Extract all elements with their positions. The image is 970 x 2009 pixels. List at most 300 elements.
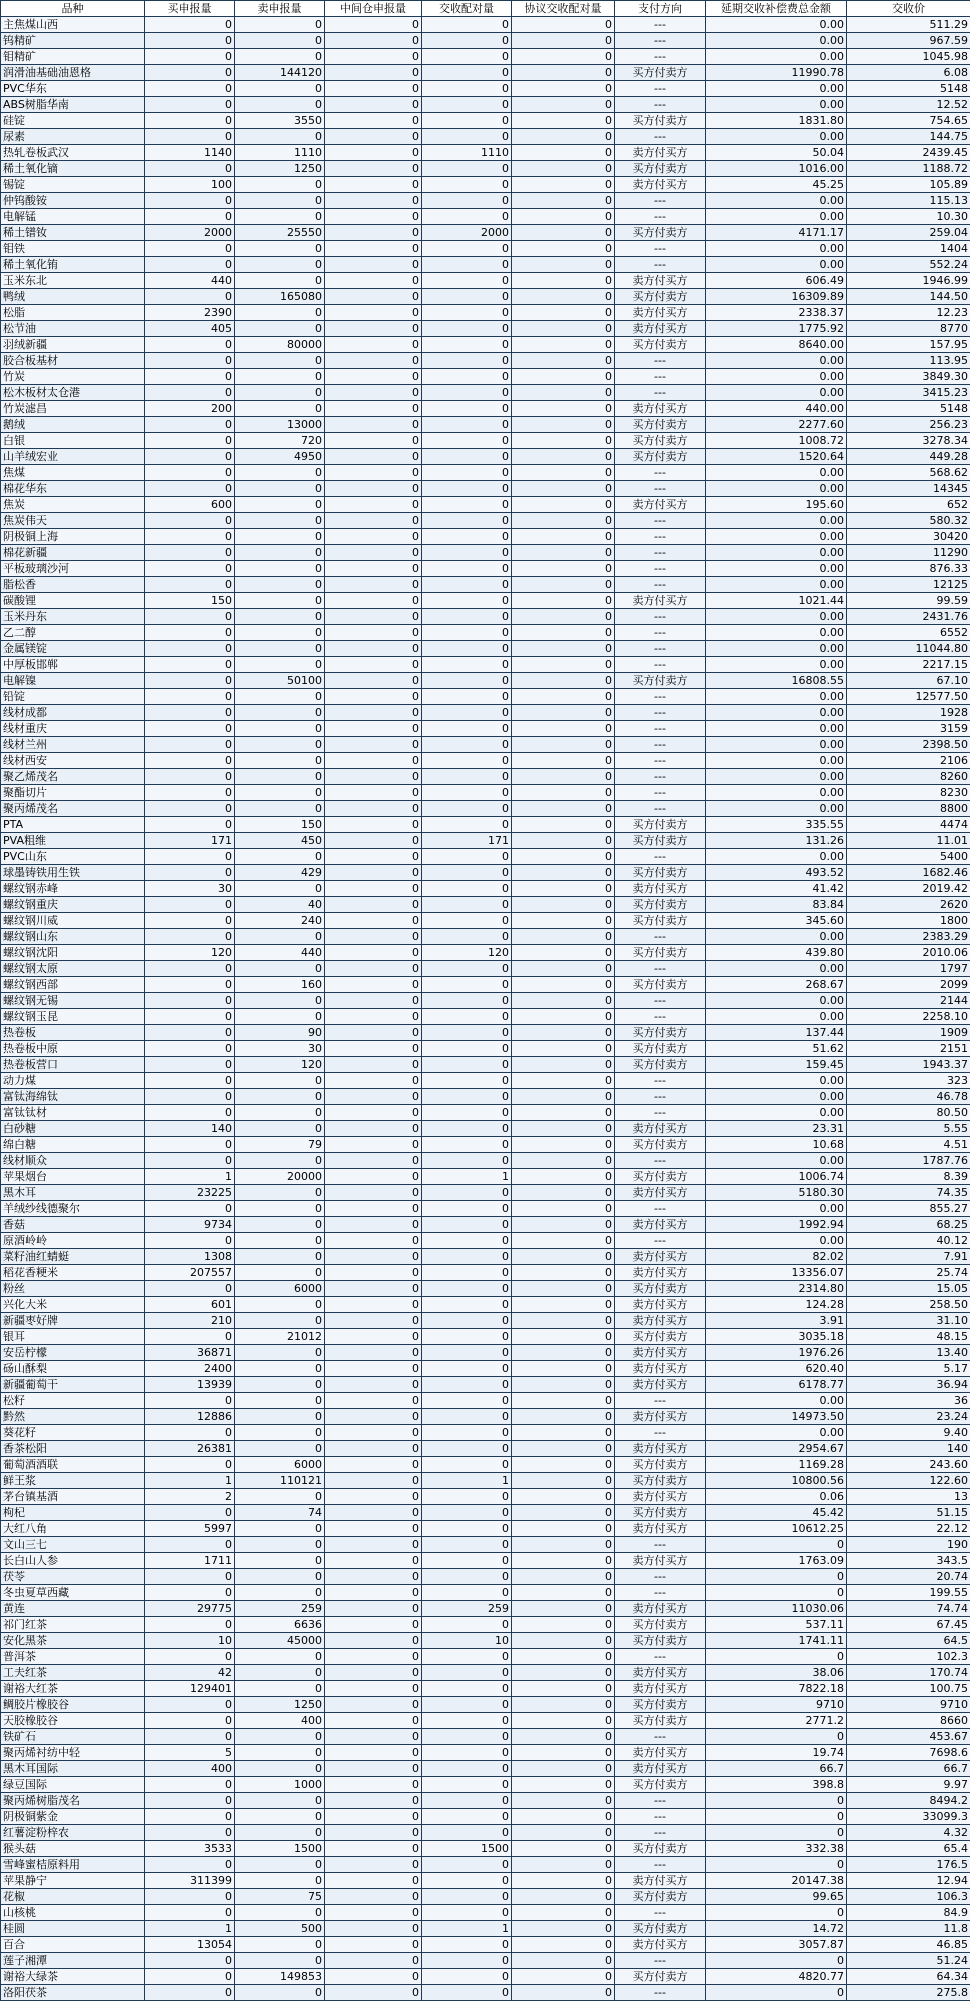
payment-direction-cell: 买方付卖方 <box>615 1473 706 1489</box>
delivery-price-cell: 23.24 <box>847 1409 970 1425</box>
buy-declared-cell: 0 <box>145 785 235 801</box>
sell-declared-cell: 0 <box>235 1905 325 1921</box>
variety-cell: 祁门红茶 <box>1 1617 145 1633</box>
variety-cell: 稻花香粳米 <box>1 1265 145 1281</box>
intermediate-declared-cell: 0 <box>325 1761 422 1777</box>
delivery-price-cell: 2398.50 <box>847 737 970 753</box>
agreement-matched-cell: 0 <box>512 689 615 705</box>
variety-cell: 电解镍 <box>1 673 145 689</box>
buy-declared-cell: 13939 <box>145 1377 235 1393</box>
delivery-matched-cell: 0 <box>422 1953 512 1969</box>
variety-cell: 螺纹钢无锡 <box>1 993 145 1009</box>
buy-declared-cell: 0 <box>145 49 235 65</box>
table-row <box>1 1217 970 1233</box>
delivery-matched-cell: 0 <box>422 1905 512 1921</box>
deferred-compensation-cell: 0.00 <box>706 1393 847 1409</box>
agreement-matched-cell: 0 <box>512 161 615 177</box>
payment-direction-cell: --- <box>615 801 706 817</box>
payment-direction-cell: 买方付卖方 <box>615 865 706 881</box>
sell-declared-cell: 0 <box>235 1857 325 1873</box>
delivery-price-cell: 11.8 <box>847 1921 970 1937</box>
sell-declared-cell: 0 <box>235 33 325 49</box>
table-row <box>1 817 970 833</box>
delivery-price-cell: 1943.37 <box>847 1057 970 1073</box>
agreement-matched-cell: 0 <box>512 961 615 977</box>
delivery-price-cell: 36.94 <box>847 1377 970 1393</box>
payment-direction-cell: 买方付卖方 <box>615 337 706 353</box>
intermediate-declared-cell: 0 <box>325 737 422 753</box>
delivery-price-cell: 144.50 <box>847 289 970 305</box>
delivery-price-cell: 323 <box>847 1073 970 1089</box>
agreement-matched-cell: 0 <box>512 1137 615 1153</box>
table-row <box>1 289 970 305</box>
variety-cell: 鸭绒 <box>1 289 145 305</box>
payment-direction-cell: --- <box>615 193 706 209</box>
sell-declared-cell: 0 <box>235 1985 325 2001</box>
table-row <box>1 1409 970 1425</box>
buy-declared-cell: 311399 <box>145 1873 235 1889</box>
agreement-matched-cell: 0 <box>512 1905 615 1921</box>
payment-direction-cell: --- <box>615 1425 706 1441</box>
variety-cell: 热轧卷板武汉 <box>1 145 145 161</box>
variety-cell: 螺纹钢山东 <box>1 929 145 945</box>
buy-declared-cell: 0 <box>145 625 235 641</box>
variety-cell: 山羊绒宏业 <box>1 449 145 465</box>
deferred-compensation-cell: 0.00 <box>706 1153 847 1169</box>
intermediate-declared-cell: 0 <box>325 673 422 689</box>
variety-cell: 原酒岭岭 <box>1 1233 145 1249</box>
delivery-price-cell: 1797 <box>847 961 970 977</box>
buy-declared-cell: 0 <box>145 209 235 225</box>
deferred-compensation-cell: 493.52 <box>706 865 847 881</box>
buy-declared-cell: 2400 <box>145 1361 235 1377</box>
buy-declared-cell: 601 <box>145 1297 235 1313</box>
deferred-compensation-cell: 0.00 <box>706 545 847 561</box>
payment-direction-cell: --- <box>615 1985 706 2001</box>
deferred-compensation-cell: 0.00 <box>706 209 847 225</box>
sell-declared-cell: 0 <box>235 1105 325 1121</box>
sell-declared-cell: 0 <box>235 593 325 609</box>
payment-direction-cell: 卖方付买方 <box>615 401 706 417</box>
variety-cell: 阴极铜紫金 <box>1 1809 145 1825</box>
payment-direction-cell: 卖方付买方 <box>615 1873 706 1889</box>
delivery-matched-cell: 171 <box>422 833 512 849</box>
deferred-compensation-cell: 0.00 <box>706 193 847 209</box>
agreement-matched-cell: 0 <box>512 241 615 257</box>
sell-declared-cell: 0 <box>235 737 325 753</box>
delivery-matched-cell: 0 <box>422 1041 512 1057</box>
buy-declared-cell: 0 <box>145 545 235 561</box>
deferred-compensation-cell: 0.00 <box>706 529 847 545</box>
delivery-matched-cell: 0 <box>422 705 512 721</box>
sell-declared-cell: 0 <box>235 625 325 641</box>
deferred-compensation-cell: 0 <box>706 1537 847 1553</box>
payment-direction-cell: 卖方付买方 <box>615 1681 706 1697</box>
buy-declared-cell: 0 <box>145 1153 235 1169</box>
buy-declared-cell: 0 <box>145 81 235 97</box>
deferred-compensation-cell: 38.06 <box>706 1665 847 1681</box>
deferred-compensation-cell: 3035.18 <box>706 1329 847 1345</box>
sell-declared-cell: 0 <box>235 1313 325 1329</box>
deferred-compensation-cell: 440.00 <box>706 401 847 417</box>
table-row <box>1 1041 970 1057</box>
delivery-price-cell: 4.32 <box>847 1825 970 1841</box>
intermediate-declared-cell: 0 <box>325 689 422 705</box>
table-row <box>1 1329 970 1345</box>
intermediate-declared-cell: 0 <box>325 705 422 721</box>
intermediate-declared-cell: 0 <box>325 1009 422 1025</box>
variety-cell: 葵花籽 <box>1 1425 145 1441</box>
sell-declared-cell: 144120 <box>235 65 325 81</box>
buy-declared-cell: 0 <box>145 657 235 673</box>
intermediate-declared-cell: 0 <box>325 1585 422 1601</box>
sell-declared-cell: 0 <box>235 305 325 321</box>
variety-cell: 润滑油基础油恩格 <box>1 65 145 81</box>
deferred-compensation-cell: 0.00 <box>706 689 847 705</box>
payment-direction-cell: --- <box>615 1825 706 1841</box>
payment-direction-cell: 卖方付买方 <box>615 1553 706 1569</box>
intermediate-declared-cell: 0 <box>325 1537 422 1553</box>
delivery-matched-cell: 0 <box>422 257 512 273</box>
agreement-matched-cell: 0 <box>512 145 615 161</box>
buy-declared-cell: 0 <box>145 577 235 593</box>
payment-direction-cell: 买方付卖方 <box>615 1329 706 1345</box>
sell-declared-cell: 0 <box>235 1185 325 1201</box>
buy-declared-cell: 405 <box>145 321 235 337</box>
deferred-compensation-cell: 3057.87 <box>706 1937 847 1953</box>
table-row <box>1 785 970 801</box>
intermediate-declared-cell: 0 <box>325 945 422 961</box>
delivery-matched-cell: 0 <box>422 1761 512 1777</box>
buy-declared-cell: 171 <box>145 833 235 849</box>
deferred-compensation-cell: 1008.72 <box>706 433 847 449</box>
buy-declared-cell: 0 <box>145 1809 235 1825</box>
variety-cell: 棉花新疆 <box>1 545 145 561</box>
buy-declared-cell: 0 <box>145 849 235 865</box>
intermediate-declared-cell: 0 <box>325 977 422 993</box>
sell-declared-cell: 0 <box>235 1361 325 1377</box>
payment-direction-cell: 卖方付买方 <box>615 881 706 897</box>
sell-declared-cell: 400 <box>235 1713 325 1729</box>
sell-declared-cell: 0 <box>235 609 325 625</box>
agreement-matched-cell: 0 <box>512 1553 615 1569</box>
intermediate-declared-cell: 0 <box>325 913 422 929</box>
delivery-matched-cell: 0 <box>422 961 512 977</box>
table-row <box>1 705 970 721</box>
variety-cell: 螺纹钢西部 <box>1 977 145 993</box>
table-row <box>1 1889 970 1905</box>
agreement-matched-cell: 0 <box>512 1617 615 1633</box>
variety-cell: 鹅绒 <box>1 417 145 433</box>
intermediate-declared-cell: 0 <box>325 1041 422 1057</box>
delivery-matched-cell: 0 <box>422 1617 512 1633</box>
delivery-matched-cell: 0 <box>422 1217 512 1233</box>
agreement-matched-cell: 0 <box>512 1969 615 1985</box>
delivery-price-cell: 80.50 <box>847 1105 970 1121</box>
variety-cell: 兴化大米 <box>1 1297 145 1313</box>
deferred-compensation-cell: 1831.80 <box>706 113 847 129</box>
delivery-matched-cell: 0 <box>422 785 512 801</box>
intermediate-declared-cell: 0 <box>325 401 422 417</box>
payment-direction-cell: 卖方付买方 <box>615 1217 706 1233</box>
intermediate-declared-cell: 0 <box>325 337 422 353</box>
sell-declared-cell: 0 <box>235 1873 325 1889</box>
deferred-compensation-cell: 0.00 <box>706 641 847 657</box>
table-row <box>1 513 970 529</box>
sell-declared-cell: 450 <box>235 833 325 849</box>
buy-declared-cell: 13054 <box>145 1937 235 1953</box>
table-row <box>1 369 970 385</box>
sell-declared-cell: 3550 <box>235 113 325 129</box>
delivery-price-cell: 8260 <box>847 769 970 785</box>
variety-cell: 线材西安 <box>1 753 145 769</box>
agreement-matched-cell: 0 <box>512 529 615 545</box>
agreement-matched-cell: 0 <box>512 417 615 433</box>
buy-declared-cell: 0 <box>145 737 235 753</box>
deferred-compensation-cell: 0.00 <box>706 33 847 49</box>
delivery-price-cell: 243.60 <box>847 1457 970 1473</box>
agreement-matched-cell: 0 <box>512 913 615 929</box>
buy-declared-cell: 0 <box>145 433 235 449</box>
intermediate-declared-cell: 0 <box>325 769 422 785</box>
table-row <box>1 1313 970 1329</box>
intermediate-declared-cell: 0 <box>325 225 422 241</box>
agreement-matched-cell: 0 <box>512 1393 615 1409</box>
delivery-price-cell: 11.01 <box>847 833 970 849</box>
delivery-matched-cell: 0 <box>422 817 512 833</box>
delivery-price-cell: 176.5 <box>847 1857 970 1873</box>
deferred-compensation-cell: 4171.17 <box>706 225 847 241</box>
agreement-matched-cell: 0 <box>512 1169 615 1185</box>
intermediate-declared-cell: 0 <box>325 17 422 33</box>
delivery-matched-cell: 0 <box>422 1745 512 1761</box>
intermediate-declared-cell: 0 <box>325 1601 422 1617</box>
variety-cell: 球墨铸铁用生铁 <box>1 865 145 881</box>
intermediate-declared-cell: 0 <box>325 1681 422 1697</box>
sell-declared-cell: 0 <box>235 545 325 561</box>
deferred-compensation-cell: 0.00 <box>706 257 847 273</box>
intermediate-declared-cell: 0 <box>325 657 422 673</box>
table-row <box>1 1585 970 1601</box>
deferred-compensation-cell: 0 <box>706 1585 847 1601</box>
intermediate-declared-cell: 0 <box>325 817 422 833</box>
agreement-matched-cell: 0 <box>512 49 615 65</box>
intermediate-declared-cell: 0 <box>325 1457 422 1473</box>
deferred-compensation-cell: 10.68 <box>706 1137 847 1153</box>
agreement-matched-cell: 0 <box>512 465 615 481</box>
sell-declared-cell: 0 <box>235 1441 325 1457</box>
deferred-compensation-cell: 0.00 <box>706 1425 847 1441</box>
variety-cell: 稀土镨钕 <box>1 225 145 241</box>
delivery-matched-cell: 0 <box>422 1105 512 1121</box>
sell-declared-cell: 0 <box>235 1489 325 1505</box>
agreement-matched-cell: 0 <box>512 673 615 689</box>
sell-declared-cell: 0 <box>235 257 325 273</box>
deferred-compensation-cell: 1741.11 <box>706 1633 847 1649</box>
intermediate-declared-cell: 0 <box>325 1153 422 1169</box>
table-row <box>1 657 970 673</box>
sell-declared-cell: 21012 <box>235 1329 325 1345</box>
agreement-matched-cell: 0 <box>512 641 615 657</box>
delivery-price-cell: 3849.30 <box>847 369 970 385</box>
intermediate-declared-cell: 0 <box>325 1841 422 1857</box>
buy-declared-cell: 150 <box>145 593 235 609</box>
table-row <box>1 1249 970 1265</box>
sell-declared-cell: 0 <box>235 769 325 785</box>
intermediate-declared-cell: 0 <box>325 193 422 209</box>
delivery-matched-cell: 0 <box>422 609 512 625</box>
deferred-compensation-cell: 620.40 <box>706 1361 847 1377</box>
intermediate-declared-cell: 0 <box>325 1169 422 1185</box>
delivery-matched-cell: 0 <box>422 1393 512 1409</box>
deferred-compensation-cell: 20147.38 <box>706 1873 847 1889</box>
variety-cell: 富钛海绵钛 <box>1 1089 145 1105</box>
sell-declared-cell: 4950 <box>235 449 325 465</box>
delivery-matched-cell: 0 <box>422 721 512 737</box>
delivery-matched-cell: 0 <box>422 1681 512 1697</box>
sell-declared-cell: 0 <box>235 97 325 113</box>
delivery-matched-cell: 0 <box>422 1425 512 1441</box>
intermediate-declared-cell: 0 <box>325 1249 422 1265</box>
deferred-compensation-cell: 332.38 <box>706 1841 847 1857</box>
delivery-matched-cell: 0 <box>422 1025 512 1041</box>
table-row <box>1 161 970 177</box>
sell-declared-cell: 165080 <box>235 289 325 305</box>
agreement-matched-cell: 0 <box>512 1665 615 1681</box>
delivery-matched-cell: 0 <box>422 1377 512 1393</box>
intermediate-declared-cell: 0 <box>325 1873 422 1889</box>
delivery-matched-cell: 0 <box>422 305 512 321</box>
intermediate-declared-cell: 0 <box>325 1409 422 1425</box>
buy-declared-cell: 9734 <box>145 1217 235 1233</box>
sell-declared-cell: 0 <box>235 241 325 257</box>
deferred-compensation-cell: 0.00 <box>706 577 847 593</box>
agreement-matched-cell: 0 <box>512 609 615 625</box>
variety-cell: 乙二醇 <box>1 625 145 641</box>
variety-cell: 钼精矿 <box>1 49 145 65</box>
deferred-compensation-cell: 0.00 <box>706 993 847 1009</box>
delivery-matched-cell: 0 <box>422 481 512 497</box>
delivery-price-cell: 113.95 <box>847 353 970 369</box>
payment-direction-cell: 卖方付买方 <box>615 1265 706 1281</box>
delivery-price-cell: 9710 <box>847 1697 970 1713</box>
sell-declared-cell: 0 <box>235 1265 325 1281</box>
delivery-matched-cell: 0 <box>422 97 512 113</box>
deferred-compensation-cell: 0.00 <box>706 961 847 977</box>
variety-cell: 棉花华东 <box>1 481 145 497</box>
delivery-price-cell: 48.15 <box>847 1329 970 1345</box>
delivery-matched-cell: 0 <box>422 1073 512 1089</box>
table-row <box>1 561 970 577</box>
payment-direction-cell: 买方付卖方 <box>615 1713 706 1729</box>
delivery-price-cell: 11044.80 <box>847 641 970 657</box>
sell-declared-cell: 75 <box>235 1889 325 1905</box>
delivery-price-cell: 1045.98 <box>847 49 970 65</box>
delivery-price-cell: 1787.76 <box>847 1153 970 1169</box>
delivery-price-cell: 652 <box>847 497 970 513</box>
payment-direction-cell: 卖方付买方 <box>615 1345 706 1361</box>
payment-direction-cell: --- <box>615 1537 706 1553</box>
delivery-matched-cell: 0 <box>422 1329 512 1345</box>
payment-direction-cell: 买方付卖方 <box>615 1697 706 1713</box>
intermediate-declared-cell: 0 <box>325 1217 422 1233</box>
deferred-compensation-cell: 0.00 <box>706 385 847 401</box>
payment-direction-cell: --- <box>615 577 706 593</box>
sell-declared-cell: 0 <box>235 1089 325 1105</box>
intermediate-declared-cell: 0 <box>325 1137 422 1153</box>
delivery-price-cell: 10.30 <box>847 209 970 225</box>
buy-declared-cell: 0 <box>145 337 235 353</box>
payment-direction-cell: --- <box>615 369 706 385</box>
variety-cell: 白银 <box>1 433 145 449</box>
deferred-compensation-cell: 0.00 <box>706 1201 847 1217</box>
intermediate-declared-cell: 0 <box>325 1857 422 1873</box>
intermediate-declared-cell: 0 <box>325 849 422 865</box>
agreement-matched-cell: 0 <box>512 433 615 449</box>
intermediate-declared-cell: 0 <box>325 625 422 641</box>
agreement-matched-cell: 0 <box>512 129 615 145</box>
agreement-matched-cell: 0 <box>512 1201 615 1217</box>
variety-cell: 新疆枣好牌 <box>1 1313 145 1329</box>
agreement-matched-cell: 0 <box>512 1889 615 1905</box>
agreement-matched-cell: 0 <box>512 1185 615 1201</box>
deferred-compensation-cell: 83.84 <box>706 897 847 913</box>
deferred-compensation-cell: 0.00 <box>706 561 847 577</box>
agreement-matched-cell: 0 <box>512 1105 615 1121</box>
variety-cell: 螺纹钢沈阳 <box>1 945 145 961</box>
intermediate-declared-cell: 0 <box>325 49 422 65</box>
agreement-matched-cell: 0 <box>512 1569 615 1585</box>
delivery-matched-cell: 0 <box>422 1809 512 1825</box>
delivery-price-cell: 102.3 <box>847 1649 970 1665</box>
delivery-matched-cell: 0 <box>422 497 512 513</box>
variety-cell: 茅台镇基酒 <box>1 1489 145 1505</box>
buy-declared-cell: 0 <box>145 1233 235 1249</box>
table-row <box>1 1025 970 1041</box>
variety-cell: 电解锰 <box>1 209 145 225</box>
sell-declared-cell: 30 <box>235 1041 325 1057</box>
variety-cell: 粉丝 <box>1 1281 145 1297</box>
agreement-matched-cell: 0 <box>512 785 615 801</box>
agreement-matched-cell: 0 <box>512 593 615 609</box>
payment-direction-cell: --- <box>615 657 706 673</box>
intermediate-declared-cell: 0 <box>325 449 422 465</box>
agreement-matched-cell: 0 <box>512 1377 615 1393</box>
delivery-matched-cell: 0 <box>422 1521 512 1537</box>
variety-cell: 竹炭 <box>1 369 145 385</box>
column-header-payment-direction: 支付方向 <box>615 1 706 17</box>
agreement-matched-cell: 0 <box>512 1249 615 1265</box>
delivery-matched-cell: 1 <box>422 1921 512 1937</box>
intermediate-declared-cell: 0 <box>325 641 422 657</box>
delivery-matched-cell: 0 <box>422 1985 512 2001</box>
delivery-price-cell: 2439.45 <box>847 145 970 161</box>
deferred-compensation-cell: 23.31 <box>706 1121 847 1137</box>
delivery-price-cell: 6552 <box>847 625 970 641</box>
sell-declared-cell: 0 <box>235 1409 325 1425</box>
payment-direction-cell: 卖方付买方 <box>615 1313 706 1329</box>
buy-declared-cell: 0 <box>145 465 235 481</box>
table-row <box>1 273 970 289</box>
delivery-matched-cell: 0 <box>422 1057 512 1073</box>
table-row <box>1 1857 970 1873</box>
delivery-price-cell: 106.3 <box>847 1889 970 1905</box>
table-row <box>1 1825 970 1841</box>
buy-declared-cell: 0 <box>145 977 235 993</box>
sell-declared-cell: 0 <box>235 1809 325 1825</box>
deferred-compensation-cell: 0.00 <box>706 929 847 945</box>
variety-cell: 苹果烟台 <box>1 1169 145 1185</box>
